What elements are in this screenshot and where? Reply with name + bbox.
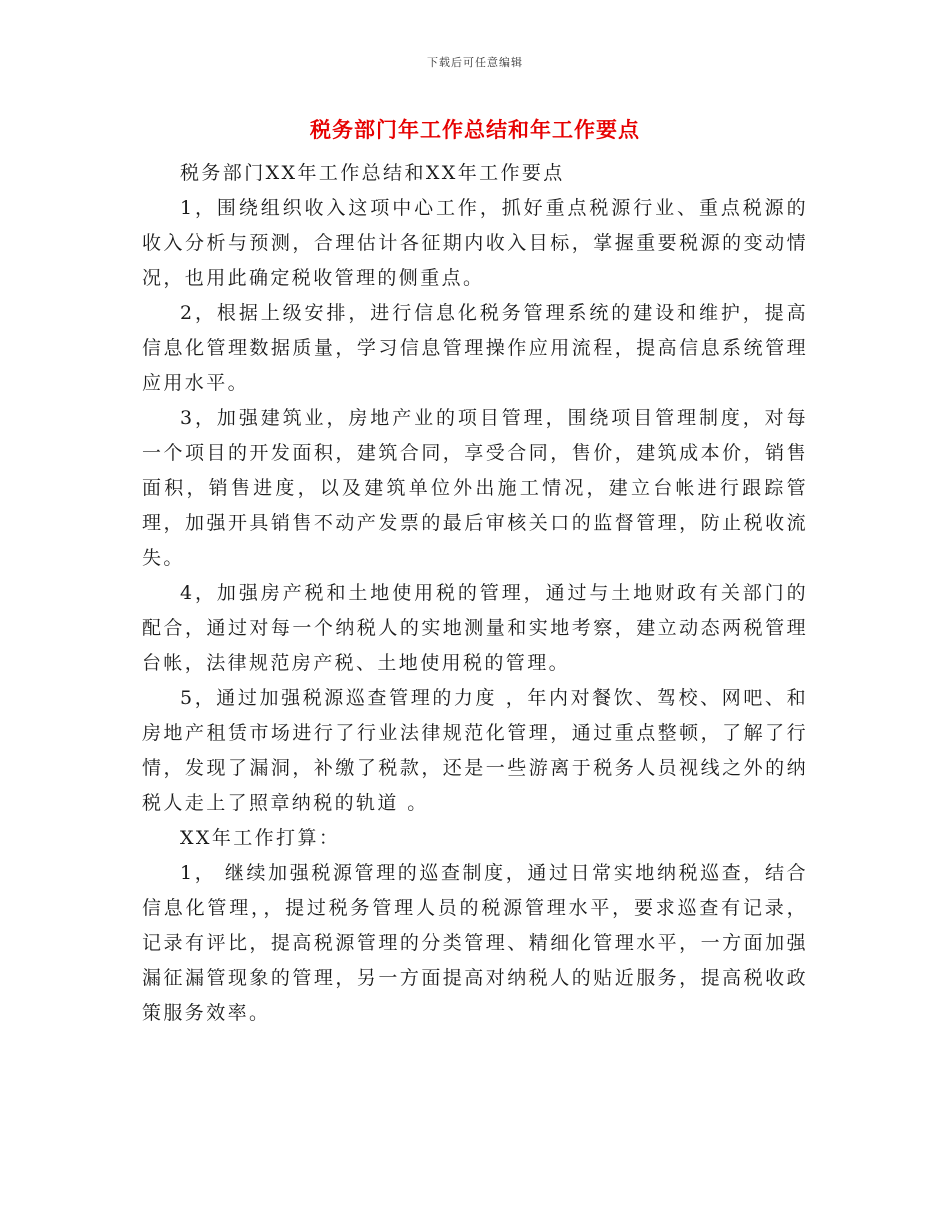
body-paragraph: XX年工作打算： (180, 827, 341, 849)
body-paragraph: 4，加强房产税和土地使用税的管理，通过与土地财政有关部门的配合，通过对每一个纳税人的实地测量和实地考察，建立动态两税管理台帐，法律规范房产税、土地使用税的管理。 (142, 582, 808, 674)
document-body (142, 156, 808, 1031)
body-paragraph: 2，根据上级安排，进行信息化税务管理系统的建设和维护，提高信息化管理数据质量，学习信息管理操作应用流程，提高信息系统管理应用水平。 (142, 302, 808, 394)
body-paragraph: 1， 继续加强税源管理的巡查制度，通过日常实地纳税巡查，结合信息化管理，，提过税务管理人员的税源管理水平，要求巡查有记录，记录有评比，提高税源管理的分类管理、精细化管理水平，一方面加强漏征漏管现象的管理，另一方面提高对纳税人的贴近服务，提高税收政策服务效率。 (142, 862, 808, 1024)
body-paragraph: 1，围绕组织收入这项中心工作，抓好重点税源行业、重点税源的收入分析与预测，合理估计各征期内收入目标，掌握重要税源的变动情况，也用此确定税收管理的侧重点。 (142, 197, 808, 289)
body-paragraph: 3，加强建筑业，房地产业的项目管理，围绕项目管理制度，对每一个项目的开发面积，建筑合同，享受合同，售价，建筑成本价，销售面积，销售进度，以及建筑单位外出施工情况，建立台帐进行跟踪管理，加强开具销售不动产发票的最后审核关口的监督管理，防止税收流失。 (142, 407, 808, 569)
body-paragraph: 税务部门XX年工作总结和XX年工作要点 (180, 162, 565, 184)
document-title: 税务部门年工作总结和年工作要点 (310, 117, 640, 142)
body-paragraph: 5，通过加强税源巡查管理的力度 ，年内对餐饮、驾校、网吧、和房地产租赁市场进行了行业法律规范化管理，通过重点整顿，了解了行情，发现了漏洞，补缴了税款，还是一些游离于税务人员视线之外的纳税人走上了照章纳税的轨道 。 (142, 687, 808, 814)
header-note: 下载后可任意编辑 (427, 56, 523, 69)
